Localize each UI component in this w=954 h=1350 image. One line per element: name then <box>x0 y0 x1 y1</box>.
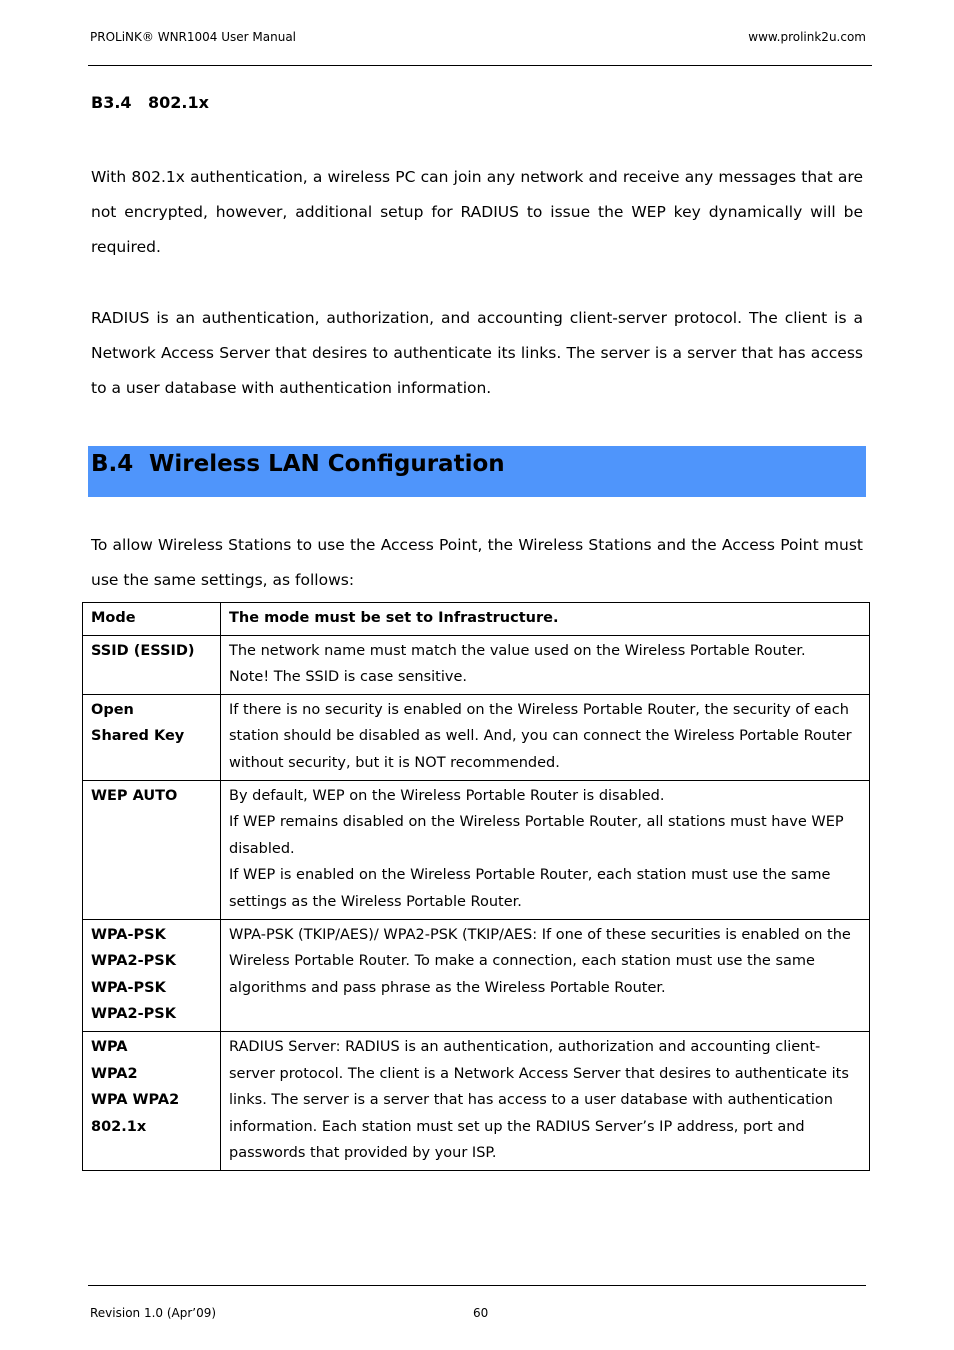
setting-name-cell <box>83 1031 221 1170</box>
setting-name: Open <box>91 701 134 718</box>
banner-number: B.4 <box>91 451 134 477</box>
header-divider <box>88 65 872 66</box>
setting-name: WPA-PSK <box>91 979 166 996</box>
page-number: 60 <box>473 1306 489 1320</box>
setting-name-cell <box>83 919 221 1031</box>
setting-description-cell <box>221 1031 870 1170</box>
setting-description-cell <box>221 780 870 919</box>
table-row <box>83 603 870 636</box>
wlan-settings-table <box>82 602 870 1171</box>
setting-name-cell <box>83 635 221 694</box>
setting-name: Mode <box>91 610 136 626</box>
setting-name-cell <box>83 694 221 780</box>
description-line: If WEP is enabled on the Wireless Portable Router, each station must use the same settings as the Wireless Portable Router. <box>229 867 831 910</box>
setting-description-cell <box>221 919 870 1031</box>
table-row <box>83 780 870 919</box>
setting-name: WPA2-PSK <box>91 1006 176 1023</box>
description-line: If there is no security is enabled on the Wireless Portable Router, the security of each station should be disabled as well. And, you can connect the Wireless Portable Router without security, but it is NOT recommended. <box>229 701 852 771</box>
setting-name: WPA2-PSK <box>91 953 176 970</box>
description-line: RADIUS Server: RADIUS is an authentication, authorization and accounting client-server protocol. The client is a Network Access Server that desires to authenticate its links. The server is a server that has access to a user database with authentication information. Each station must set up the RADIUS Server’s IP address, port and passwords that provided by your ISP. <box>229 1038 849 1162</box>
table-row <box>83 919 870 1031</box>
table-row <box>83 694 870 780</box>
setting-name: WPA <box>91 1038 128 1055</box>
description-line: The network name must match the value used on the Wireless Portable Router. <box>229 642 806 659</box>
paragraph-radius: RADIUS is an authentication, authorization, and accounting client-server protocol. The client is a Network Access Server that desires to authenticate its links. The server is a server that has access to a user database with authentication information. <box>91 309 863 397</box>
setting-name: Shared Key <box>91 728 185 745</box>
header-title: PROLiNK® WNR1004 User Manual <box>90 30 297 44</box>
description-line: If WEP remains disabled on the Wireless Portable Router, all stations must have WEP disabled. <box>229 814 844 857</box>
section-banner-b4 <box>88 446 866 497</box>
table-row <box>83 1031 870 1170</box>
section-heading-b34 <box>91 93 209 112</box>
setting-name: WPA2 <box>91 1065 138 1082</box>
header-url: www.prolink2u.com <box>748 30 866 44</box>
description-line: Note! The SSID is case sensitive. <box>229 669 467 686</box>
setting-description-cell <box>221 694 870 780</box>
paragraph-8021x-intro: With 802.1x authentication, a wireless PC can join any network and receive any messages that are not encrypted, however, additional setup for RADIUS to issue the WEP key dynamically will be required. <box>91 168 863 256</box>
setting-name: WPA-PSK <box>91 926 166 943</box>
setting-description-cell <box>221 635 870 694</box>
footer-revision: Revision 1.0 (Apr’09) <box>90 1306 217 1320</box>
description-line: By default, WEP on the Wireless Portable Router is disabled. <box>229 787 665 804</box>
setting-name-cell <box>83 603 221 636</box>
setting-name: SSID (ESSID) <box>91 642 195 659</box>
banner-title: Wireless LAN Configuration <box>149 451 505 477</box>
setting-name: WPA WPA2 <box>91 1092 180 1109</box>
paragraph-wlan-intro: To allow Wireless Stations to use the Access Point, the Wireless Stations and the Access Point must use the same settings, as follows: <box>91 536 863 589</box>
description-line: WPA-PSK (TKIP/AES)/ WPA2-PSK (TKIP/AES: If one of these securities is enabled on the Wireless Portable Router. To make a connection, each station must use the same algorithms and pass phrase as the Wireless Portable Router. <box>229 926 851 996</box>
footer-divider <box>88 1285 866 1286</box>
setting-name: WEP AUTO <box>91 787 178 804</box>
description-line: The mode must be set to Infrastructure. <box>229 610 559 626</box>
section-number: B3.4 <box>91 93 132 112</box>
setting-name: 802.1x <box>91 1118 147 1135</box>
banner-heading <box>91 451 505 477</box>
setting-description-cell <box>221 603 870 636</box>
section-title: 802.1x <box>148 93 209 112</box>
table-row <box>83 635 870 694</box>
setting-name-cell <box>83 780 221 919</box>
